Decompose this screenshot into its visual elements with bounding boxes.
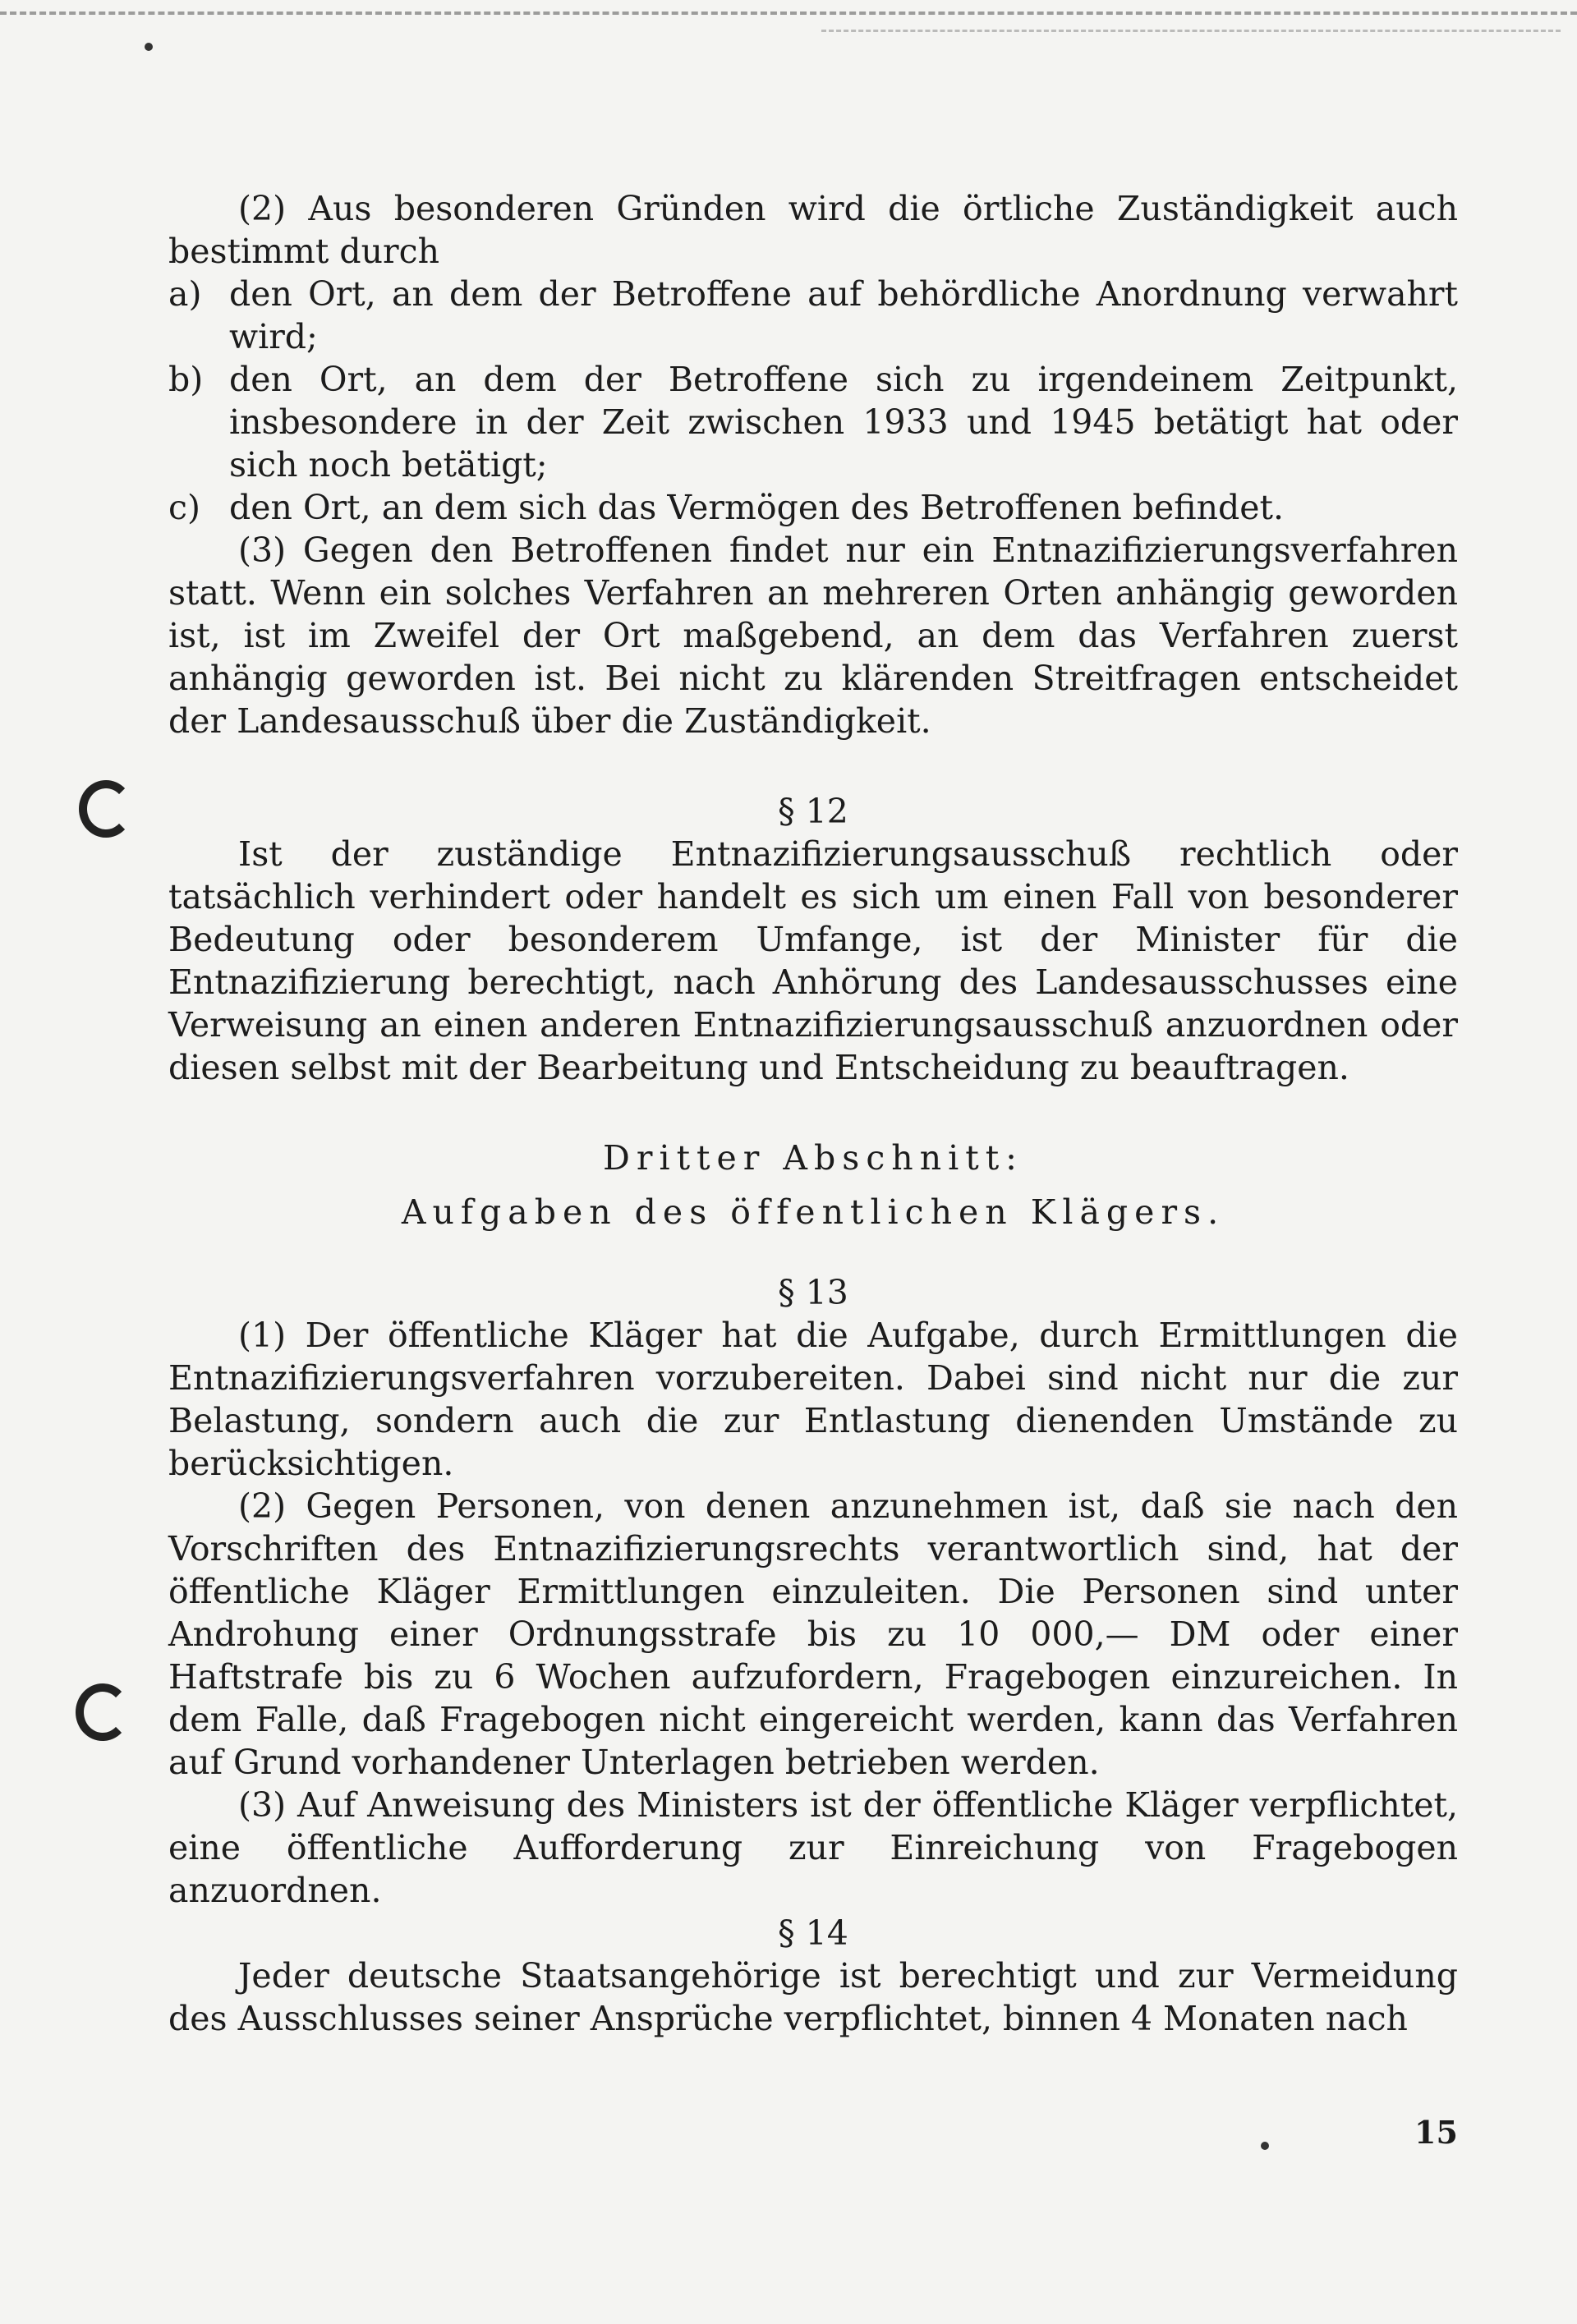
paragraph-11-3: (3) Gegen den Betroffenen findet nur ein Entnazifizierungsverfahren statt. Wenn ein solches Verfahren an mehreren Orten anhängig geworden ist, ist im Zweifel der Ort maßgebend, an dem das Verfahren zuerst anhängig geworden ist. Bei nicht zu klärenden Streitfragen entscheidet der Landesausschuß über die Zuständigkeit. xyxy=(168,530,1458,741)
list-item-text: den Ort, an dem der Betroffene auf behördliche Anordnung verwahrt wird; xyxy=(229,274,1458,356)
scan-speck xyxy=(1261,2142,1269,2150)
list-item-b xyxy=(168,358,1458,486)
scan-artifact-line xyxy=(821,30,1561,32)
list-item-text: den Ort, an dem der Betroffene sich zu irgendeinem Zeitpunkt, insbesondere in der Zeit zwischen 1933 und 1945 betätigt hat oder sich noch betätigt; xyxy=(229,360,1458,485)
page-number: 15 xyxy=(1414,2114,1458,2151)
list-item-label: a) xyxy=(168,274,202,314)
section-13-heading: § 13 xyxy=(778,1273,848,1312)
section-13-paragraph-1: (1) Der öffentliche Kläger hat die Aufgabe, durch Ermittlungen die Entnazifizierungsverfahren vorzubereiten. Dabei sind nicht nur die zur Belastung, sondern auch die zur Entlastung dienenden Umstände zu berücksichtigen. xyxy=(168,1316,1458,1483)
section-14-text: Jeder deutsche Staatsangehörige ist berechtigt und zur Vermeidung des Ausschlusses seiner Ansprüche verpflichtet, binnen 4 Monaten nach xyxy=(168,1956,1458,2038)
section-14-heading: § 14 xyxy=(778,1913,848,1953)
list-item-label: c) xyxy=(168,488,200,527)
section-13-paragraph-2: (2) Gegen Personen, von denen anzunehmen ist, daß sie nach den Vorschriften des Entnazifizierungsrechts verantwortlich sind, hat der öffentliche Kläger Ermittlungen einzuleiten. Die Personen sind unter Androhung einer Ordnungsstrafe bis zu 10 000,— DM oder einer Haftstrafe bis zu 6 Wochen aufzufordern, Fragebogen einzureichen. In dem Falle, daß Fragebogen nicht eingereicht werden, kann das Verfahren auf Grund vorhandener Unterlagen betrieben werden. xyxy=(168,1486,1458,1782)
page-body xyxy=(168,187,1458,2040)
list-item-a xyxy=(168,273,1458,358)
section-13-paragraph-3: (3) Auf Anweisung des Ministers ist der öffentliche Kläger verpflichtet, eine öffentliche Aufforderung zur Einreichung von Fragebogen anzuordnen. xyxy=(168,1785,1458,1910)
list-item-text: den Ort, an dem sich das Vermögen des Betroffenen befindet. xyxy=(229,488,1285,527)
punch-hole-mark xyxy=(76,1683,130,1741)
list-item-label: b) xyxy=(168,360,204,399)
list-item-c xyxy=(168,486,1458,529)
punch-hole-mark xyxy=(79,780,133,838)
scan-speck xyxy=(145,43,153,51)
chapter-subtitle: Aufgaben des öffentlichen Klägers. xyxy=(401,1192,1225,1232)
scan-artifact-line xyxy=(0,11,1577,15)
section-12-text: Ist der zuständige Entnazifizierungsausschuß rechtlich oder tatsächlich verhindert oder handelt es sich um einen Fall von besonderer Bedeutung oder besonderem Umfange, ist der Minister für die Entnazifizierung berechtigt, nach Anhörung des Landesausschusses eine Verweisung an einen anderen Entnazifizierungsausschuß anzuordnen oder diesen selbst mit der Bearbeitung und Entscheidung zu beauftragen. xyxy=(168,834,1458,1087)
chapter-title: Dritter Abschnitt: xyxy=(603,1138,1023,1178)
section-12-heading: § 12 xyxy=(778,792,848,831)
paragraph-11-2: (2) Aus besonderen Gründen wird die örtliche Zuständigkeit auch bestimmt durch xyxy=(168,189,1458,271)
